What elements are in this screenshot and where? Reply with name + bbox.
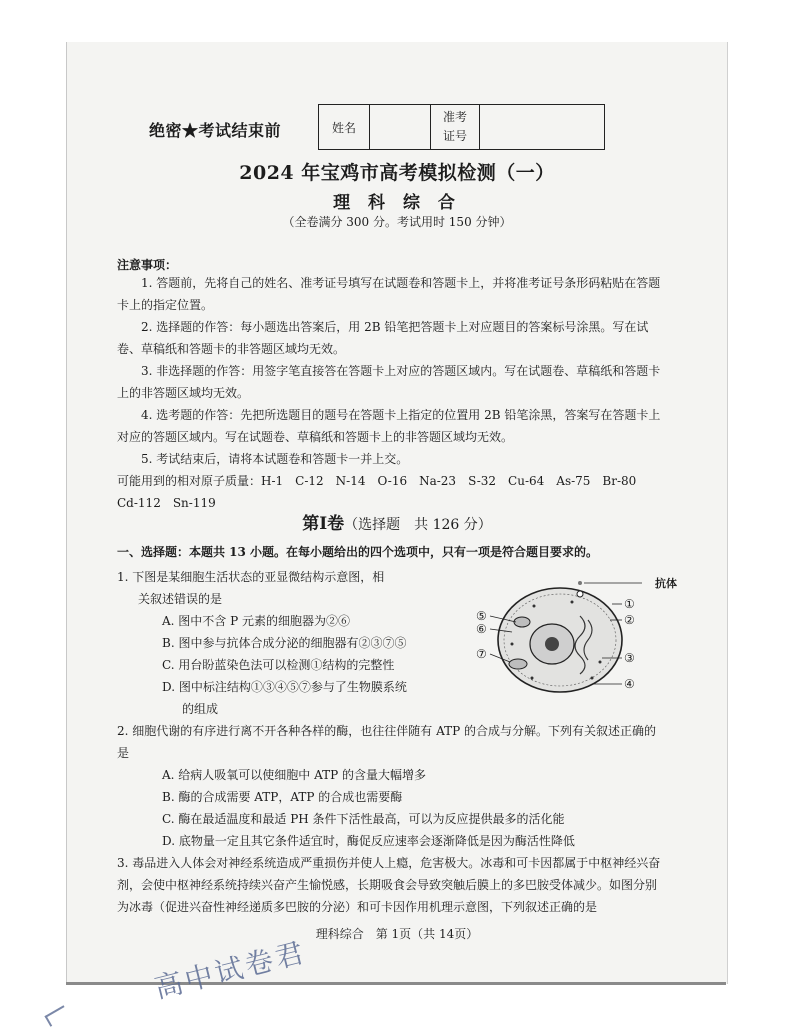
fig-label-1: ① <box>624 597 635 611</box>
exam-number-label <box>431 105 480 150</box>
q1-option-b: B. 图中参与抗体合成分泌的细胞器有②③⑦⑤ <box>162 636 407 650</box>
part-heading: 一、选择题：本题共 13 小题。在每小题给出的四个选项中，只有一项是符合题目要求的。 <box>117 545 599 559</box>
antibody-dot <box>578 581 582 585</box>
candidate-info-table <box>318 104 605 150</box>
exam-score-note: （全卷满分 300 分。考试用时 150 分钟） <box>282 215 512 229</box>
q2-option-a: A. 给病人吸氧可以使细胞中 ATP 的含量大幅增多 <box>162 768 427 782</box>
q1-option-c: C. 用台盼蓝染色法可以检测①结构的完整性 <box>162 658 395 672</box>
name-label: 姓名 <box>319 105 370 150</box>
fig-label-6: ⑥ <box>476 622 487 636</box>
q3-stem: 3. 毒品进入人体会对神经系统造成严重损伤并使人上瘾，危害极大。冰毒和可卡因都属于中枢神经兴奋剂，会使中枢神经系统持续兴奋产生愉悦感，长期吸食会导致突触后膜上的多巴胺受体减少。如图分别为冰毒（促进兴奋性神经递质多巴胺的分泌）和可卡因作用机理示意图，下列叙述正确的是 <box>117 856 661 914</box>
q2-stem: 2. 细胞代谢的有序进行离不开各种各样的酶，也往往伴随有 ATP 的合成与分解。下列有关叙述正确的是 <box>117 724 656 760</box>
q2-option-d: D. 底物量一定且其它条件适宜时，酶促反应速率会逐渐降低是因为酶活性降低 <box>162 834 575 848</box>
mitochondrion <box>514 617 530 627</box>
atomic-masses: 可能用到的相对原子质量：H-1 C-12 N-14 O-16 Na-23 S-32 Cu-64 As-75 Br-80 Cd-112 Sn-119 <box>117 474 649 510</box>
watermark-mark <box>44 1005 69 1026</box>
fig-label-5: ⑤ <box>476 609 487 623</box>
section-subtitle: （选择题 共 126 分） <box>344 517 492 533</box>
mitochondrion-2 <box>509 659 527 669</box>
q2-option-c: C. 酶在最适温度和最适 PH 条件下活性最高，可以为反应提供最多的活化能 <box>162 812 565 826</box>
nucleolus <box>545 637 559 651</box>
fig-label-4: ④ <box>624 677 635 691</box>
page-footer: 理科综合 第 1页（共 14页） <box>315 927 479 941</box>
q1-option-d-line2: 的组成 <box>182 702 219 716</box>
fig-label-antibody: 抗体 <box>655 577 677 590</box>
notice-heading: 注意事项： <box>117 258 178 272</box>
watermark-text: 高中试卷君 <box>151 935 310 1005</box>
notice-item-5: 5. 考试结束后，请将本试题卷和答题卡一并上交。 <box>141 452 409 466</box>
fig-label-3: ③ <box>624 651 635 665</box>
section-heading <box>0 509 794 534</box>
exam-number-label-line1: 准考 <box>442 110 467 124</box>
exam-number-field <box>480 105 605 150</box>
fig-label-7: ⑦ <box>476 647 487 661</box>
section-title: 第Ⅰ卷 <box>302 514 345 534</box>
confidential-label: 绝密★考试结束前 <box>149 121 282 140</box>
q1-stem-line2: 关叙述错误的是 <box>138 592 223 606</box>
cell-diagram <box>472 574 682 698</box>
name-field <box>370 105 431 150</box>
q1-option-a: A. 图中不含 P 元素的细胞器为②⑥ <box>162 614 350 628</box>
q2-option-b: B. 酶的合成需要 ATP，ATP 的合成也需要酶 <box>162 790 403 804</box>
fig-label-2: ② <box>624 613 635 627</box>
q1-stem-line1: 1. 下图是某细胞生活状态的亚显微结构示意图，相 <box>117 570 385 584</box>
notice-item-1: 1. 答题前，先将自己的姓名、准考证号填写在试题卷和答题卡上，并将准考证号条形码粘贴在答题卡上的指定位置。 <box>117 276 661 312</box>
exam-number-label-line2: 证号 <box>442 129 467 143</box>
secretory-vesicle <box>577 591 583 597</box>
exam-subject: 理 科 综 合 <box>333 193 461 213</box>
exam-title: 2024 年宝鸡市高考模拟检测（一） <box>239 162 555 184</box>
notice-item-3: 3. 非选择题的作答：用签字笔直接答在答题卡上对应的答题区域内。写在试题卷、草稿纸和答题卡上的非答题区域均无效。 <box>117 364 661 400</box>
notice-item-2: 2. 选择题的作答：每小题选出答案后，用 2B 铅笔把答题卡上对应题目的答案标号涂黑。写在试卷、草稿纸和答题卡的非答题区域均无效。 <box>117 320 649 356</box>
notice-item-4: 4. 选考题的作答：先把所选题目的题号在答题卡上指定的位置用 2B 铅笔涂黑，答案写在答题卡上对应的答题区域内。写在试题卷、草稿纸和答题卡上的非答题区域均无效。 <box>117 408 661 444</box>
q1-option-d-line1: D. 图中标注结构①③④⑤⑦参与了生物膜系统 <box>162 680 407 694</box>
